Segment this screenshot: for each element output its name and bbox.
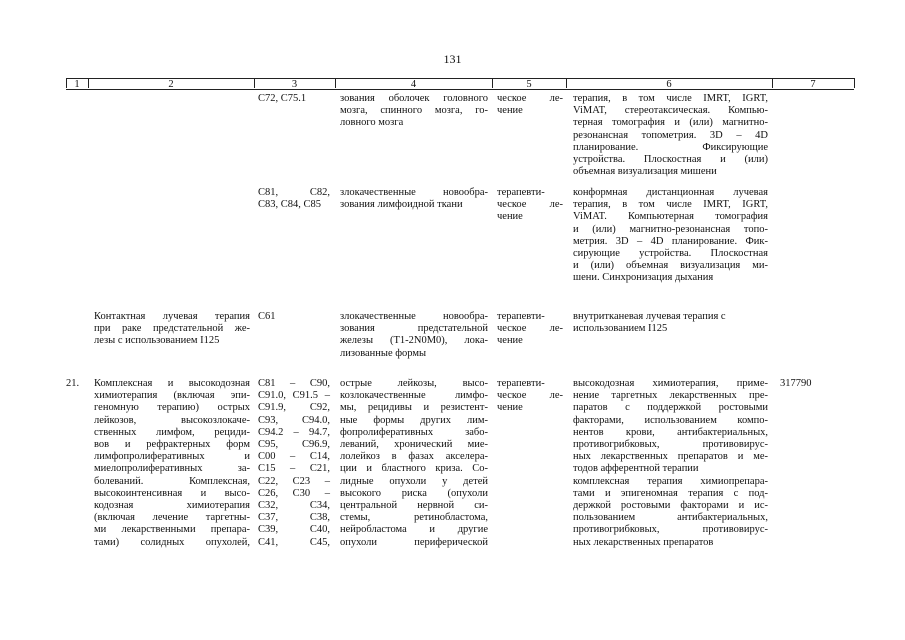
text-line: болеваний. Комплексная, (94, 475, 250, 487)
text-line: мы, рецидивы и резистент- (340, 402, 488, 414)
text-line: планирование. Фиксирующие (573, 141, 768, 153)
text-line: терапевти- (497, 311, 545, 322)
disease-description (340, 378, 488, 549)
text-line: лезы с использованием I125 (94, 335, 220, 347)
care-type-name (94, 378, 250, 549)
text-line: чение (497, 105, 523, 117)
text-line: C15 – C21, (258, 463, 330, 475)
treatment-type (497, 93, 563, 117)
text-line: C93, C94.0, (258, 414, 330, 426)
text-line: ViMAT, стереотаксическая. Компью- (573, 105, 768, 117)
text-line: острые лейкозы, высо- (340, 378, 488, 389)
text-line: использованием I125 (573, 323, 668, 335)
text-line: C32, C34, (258, 500, 330, 512)
text-line: C22, C23 – (258, 475, 330, 487)
text-line: сирующие устройства. Плоскостная (573, 248, 768, 260)
disease-description (340, 93, 488, 130)
text-line: C94.2 – 94.7, (258, 426, 330, 438)
text-line: Контактная лучевая терапия (94, 311, 250, 322)
text-line: ственных лимфом, рециди- (94, 426, 250, 438)
text-line: ных лекарственных препаратов (573, 536, 714, 548)
text-line: зования предстательной (340, 323, 488, 335)
text-line: C81, C82, (258, 187, 330, 198)
text-line: ции и бластного криза. Со- (340, 463, 488, 475)
text-line: метрия. 3D – 4D планирование. Фик- (573, 235, 768, 247)
text-line: терапия, в том числе IMRT, IGRT, (573, 93, 768, 104)
text-line: ных лекарственных препаратов и ме- (573, 451, 768, 463)
text-line: химиотерапия (включая эпи- (94, 390, 250, 402)
text-line: чение (497, 402, 523, 414)
text-line: факторами, использованием компо- (573, 414, 768, 426)
text-line: зования лимфоидной ткани (340, 199, 463, 211)
text-line: C61 (258, 311, 276, 322)
text-line: ческое ле- (497, 323, 563, 335)
treatment-method (573, 378, 768, 549)
text-line: нентов крови, антибактериальных, (573, 426, 768, 438)
column-number: 2 (168, 79, 174, 90)
treatment-method (573, 311, 768, 335)
text-line: ческое ле- (497, 199, 563, 211)
text-line: стемы, ретинобластома, (340, 512, 488, 524)
text-line: ные формы других лим- (340, 414, 488, 426)
col-separator (854, 78, 855, 88)
text-line: высокодозная химиотерапия, приме- (573, 378, 768, 389)
text-line: противогрибковых, противовирус- (573, 439, 768, 451)
text-line: центральной нервной си- (340, 500, 488, 512)
text-line: C00 – C14, (258, 451, 330, 463)
text-line: нейробластома и другие (340, 524, 488, 536)
column-number: 4 (410, 79, 417, 90)
icd-codes (258, 311, 330, 323)
text-line: паратов с поддержкой ростовыми (573, 402, 768, 414)
icd-codes (258, 187, 330, 211)
column-number: 3 (291, 79, 298, 90)
text-line: чение (497, 211, 523, 223)
text-line: 317790 (780, 378, 812, 389)
text-line: тами) солидных опухолей, (94, 536, 250, 548)
text-line: злокачественные новообра- (340, 311, 488, 322)
column-number: 1 (74, 79, 80, 90)
column-number: 7 (810, 79, 816, 90)
treatment-type (497, 187, 563, 224)
text-line: шени. Синхронизация дыхания (573, 272, 714, 284)
text-line: Комплексная и высокодозная (94, 378, 250, 389)
text-line: фопролиферативных забо- (340, 426, 488, 438)
text-line: C41, C45, (258, 536, 330, 548)
text-line: лидные опухоли у детей (340, 475, 488, 487)
text-line: резонансная топометрия. 3D – 4D (573, 129, 768, 141)
disease-description (340, 187, 488, 211)
text-line: железы (T1-2N0M0), лока- (340, 335, 488, 347)
column-number: 5 (526, 79, 532, 90)
text-line: устройства. Плоскостная и (или) (573, 154, 768, 166)
cost (780, 378, 850, 390)
text-line: леваний, хронический мие- (340, 439, 488, 451)
text-line: терапевти- (497, 378, 545, 389)
text-line: и (или) магнитно-резонансная топо- (573, 223, 768, 235)
row-number (66, 378, 88, 390)
text-line: геномную терапию) острых (94, 402, 250, 414)
treatment-method (573, 93, 768, 178)
text-line: миелопролиферативных за- (94, 463, 250, 475)
text-line: тами и эпигеномная терапия с под- (573, 487, 768, 499)
text-line: ловного мозга (340, 117, 404, 129)
text-line: и (или) объемная визуализация ми- (573, 260, 768, 272)
text-line: ческое ле- (497, 93, 563, 104)
page-number: 131 (443, 52, 462, 66)
text-line: терапия, в том числе IMRT, IGRT, (573, 199, 768, 211)
text-line: C95, C96.9, (258, 439, 330, 451)
text-line: кодозная химиотерапия (94, 500, 250, 512)
disease-description (340, 311, 488, 360)
treatment-method (573, 187, 768, 285)
text-line: C26, C30 – (258, 487, 330, 499)
text-line: терапевти- (497, 187, 545, 198)
text-line: лизованные формы (340, 347, 427, 359)
text-line: пользованием антибактериальных, (573, 512, 768, 524)
text-line: комплексная терапия химиопрепара- (573, 475, 768, 487)
text-line: C72, C75.1 (258, 93, 307, 104)
text-line: опухоли периферической (340, 536, 488, 548)
text-line: чение (497, 335, 523, 347)
icd-codes (258, 378, 330, 549)
text-line: (включая лечение таргетны- (94, 512, 250, 524)
text-line: терная томография и (или) магнитно- (573, 117, 768, 129)
text-line: лолейкоз в фазах акселера- (340, 451, 488, 463)
text-line: C81 – C90, (258, 378, 330, 389)
treatment-type (497, 311, 563, 348)
text-line: C83, C84, C85 (258, 199, 322, 211)
text-line: мозга, спинного мозга, го- (340, 105, 488, 117)
column-number: 6 (666, 79, 672, 90)
text-line: ViMAT. Компьютерная томография (573, 211, 768, 223)
text-line: тодов афферентной терапии (573, 463, 699, 475)
text-line: конформная дистанционная лучевая (573, 187, 768, 198)
text-line: C91.9, C92, (258, 402, 330, 414)
text-line: C91.0, C91.5 – (258, 390, 330, 402)
care-type-name (94, 311, 250, 348)
text-line: лейкозов, высокозлокаче- (94, 414, 250, 426)
text-line: при раке предстательной же- (94, 323, 250, 335)
text-line: высокоинтенсивная и высо- (94, 487, 250, 499)
text-line: вов и рефрактерных форм (94, 439, 250, 451)
text-line: объемная визуализация мишени (573, 166, 717, 178)
text-line: внутритканевая лучевая терапия с (573, 311, 726, 322)
text-line: злокачественные новообра- (340, 187, 488, 198)
text-line: C39, C40, (258, 524, 330, 536)
text-line: держкой ростовыми факторами и ис- (573, 500, 768, 512)
text-line: противогрибковых, противовирус- (573, 524, 768, 536)
text-line: лимфопролиферативных и (94, 451, 250, 463)
text-line: 21. (66, 378, 80, 389)
text-line: ческое ле- (497, 390, 563, 402)
text-line: козлокачественные лимфо- (340, 390, 488, 402)
text-line: зования оболочек головного (340, 93, 488, 104)
icd-codes (258, 93, 332, 105)
text-line: нение таргетных лекарственных пре- (573, 390, 768, 402)
text-line: C37, C38, (258, 512, 330, 524)
treatment-type (497, 378, 563, 415)
text-line: ми лекарственными препара- (94, 524, 250, 536)
text-line: высокого риска (опухоли (340, 487, 488, 499)
